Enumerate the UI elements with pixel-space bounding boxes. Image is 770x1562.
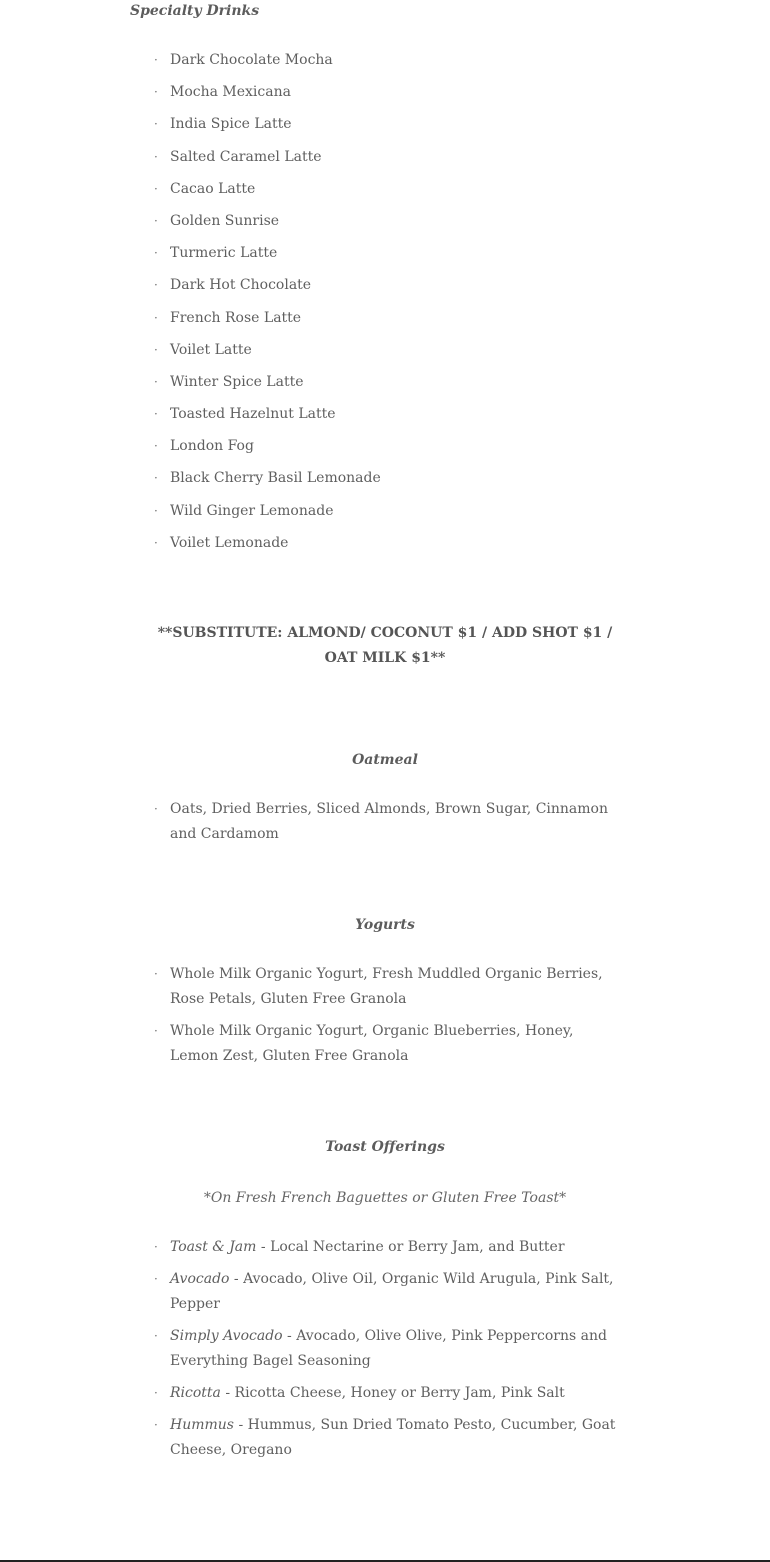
toast-item-name: Ricotta [170,1385,221,1401]
bullet-icon: · [154,85,158,100]
list-item: · Winter Spice Latte [154,370,624,402]
bullet-icon: · [154,1418,158,1432]
toast-item-desc: - Hummus, Sun Dried Tomato Pesto, Cucumber, Goat Cheese, Oregano [170,1417,616,1458]
bullet-icon: · [154,1240,158,1254]
list-item: · Turmeric Latte [154,241,624,273]
bullet-icon: · [154,374,158,389]
bullet-icon: · [154,246,158,261]
list-item: · Cacao Latte [154,177,624,209]
specialty-drinks-list [154,48,624,563]
bullet-icon: · [154,342,158,357]
toast-item-name: Avocado [170,1271,230,1287]
bullet-icon: · [154,1272,158,1286]
list-item: · Toasted Hazelnut Latte [154,402,624,434]
bullet-icon: · [154,535,158,550]
toast-item-name: Toast & Jam [170,1239,257,1255]
bullet-icon: · [154,407,158,422]
toast-heading: Toast Offerings [325,1139,445,1155]
toast-item-desc: - Avocado, Olive Oil, Organic Wild Arugula, Pink Salt, Pepper [170,1271,614,1312]
list-item: · Voilet Lemonade [154,531,624,563]
list-item [154,1267,624,1317]
bullet-icon: · [154,471,158,486]
bullet-icon: · [154,802,158,816]
bullet-icon: · [154,967,158,981]
list-item [154,1235,624,1260]
list-item [154,1413,624,1463]
list-item: · Wild Ginger Lemonade [154,499,624,531]
bullet-icon: · [154,53,158,67]
bullet-icon: · [154,1386,158,1400]
toast-list [154,1235,624,1470]
bullet-icon: · [154,149,158,164]
list-item [154,1324,624,1374]
list-item: · Voilet Latte [154,338,624,370]
list-item: · French Rose Latte [154,306,624,338]
bullet-icon: · [154,1024,158,1038]
list-item: · Golden Sunrise [154,209,624,241]
toast-item-name: Hummus [170,1417,239,1433]
bullet-icon: · [154,117,158,132]
list-item: · Black Cherry Basil Lemonade [154,466,624,498]
bullet-icon: · [154,213,158,228]
toast-item-desc: - Avocado, Olive Olive, Pink Peppercorns and Everything Bagel Seasoning [170,1328,607,1369]
list-item: · Mocha Mexicana [154,80,624,112]
toast-subnote: *On Fresh French Baguettes or Gluten Free Toast* [203,1190,567,1206]
list-item: · India Spice Latte [154,112,624,144]
bullet-icon: · [154,503,158,518]
substitute-note: **SUBSTITUTE: ALMOND/ COCONUT $1 / ADD SHOT $1 / OAT MILK $1** [157,625,613,666]
bullet-icon: · [154,278,158,293]
yogurts-heading: Yogurts [355,917,415,933]
list-item: · Dark Hot Chocolate [154,273,624,305]
list-item: · Whole Milk Organic Yogurt, Fresh Muddled Organic Berries, Rose Petals, Gluten Free Granola [154,962,624,1012]
oatmeal-list [154,797,624,854]
list-item: · Whole Milk Organic Yogurt, Organic Blueberries, Honey, Lemon Zest, Gluten Free Granola [154,1019,624,1069]
bullet-icon: · [154,439,158,454]
bullet-icon: · [154,181,158,196]
yogurts-list [154,962,624,1076]
list-item: · Oats, Dried Berries, Sliced Almonds, Brown Sugar, Cinnamon and Cardamom [154,797,624,847]
toast-item-name: Simply Avocado [170,1328,283,1344]
oatmeal-heading: Oatmeal [352,752,418,768]
list-item: · London Fog [154,434,624,466]
list-item: · Dark Chocolate Mocha [154,48,624,80]
bullet-icon: · [154,310,158,325]
toast-item-desc: - Local Nectarine or Berry Jam, and Butter [256,1239,565,1255]
toast-item-desc: - Ricotta Cheese, Honey or Berry Jam, Pink Salt [220,1385,565,1401]
list-item [154,1381,624,1406]
list-item: · Salted Caramel Latte [154,145,624,177]
specialty-drinks-heading: Specialty Drinks [130,3,260,19]
bullet-icon: · [154,1329,158,1343]
